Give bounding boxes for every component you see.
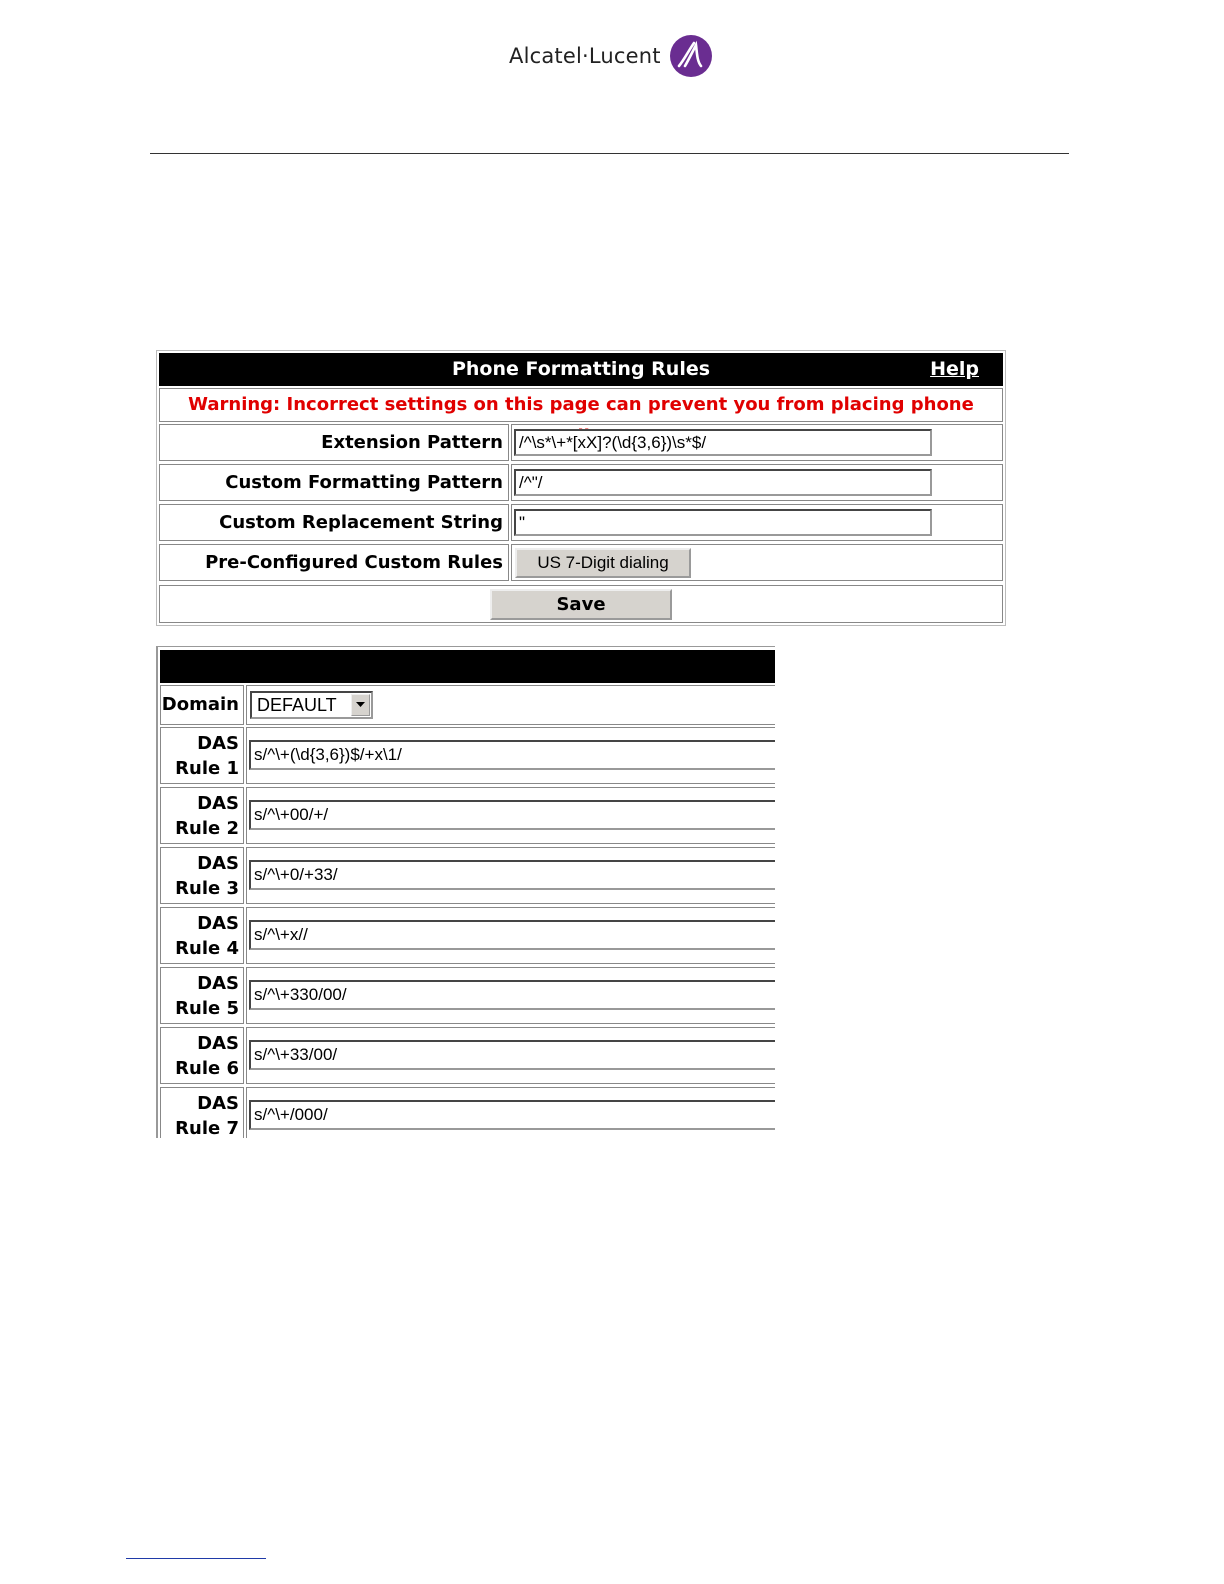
preconfigured-rules-row — [159, 544, 1003, 581]
custom-replacement-string-label: Custom Replacement String — [159, 504, 509, 541]
domain-label: Domain — [160, 685, 244, 725]
footnote-divider — [126, 1558, 266, 1559]
das-rule-7-input[interactable] — [249, 1100, 775, 1130]
custom-formatting-pattern-cell — [511, 464, 1003, 501]
das-rule-label-line2: Rule 5 — [175, 998, 239, 1019]
das-rule-5-input[interactable] — [249, 980, 775, 1010]
das-rule-label-line2: Rule 7 — [175, 1118, 239, 1138]
preconfigured-rules-cell — [511, 544, 1003, 581]
das-rule-4-input[interactable] — [249, 920, 775, 950]
das-rule-label-line2: Rule 3 — [175, 878, 239, 899]
das-rule-row — [160, 847, 775, 904]
das-rule-1-input[interactable] — [249, 740, 775, 770]
das-rule-label-line1: DAS — [197, 793, 239, 814]
das-rule-label — [160, 727, 244, 784]
custom-formatting-pattern-row — [159, 464, 1003, 501]
domain-row — [160, 685, 775, 725]
das-rule-label-line1: DAS — [197, 733, 239, 754]
das-rule-label-line1: DAS — [197, 913, 239, 934]
alcatel-lucent-logo — [509, 34, 712, 78]
domain-select[interactable] — [250, 691, 373, 719]
warning-message: Warning: Incorrect settings on this page can prevent you from placing phone — [159, 388, 1003, 422]
das-rule-label-line1: DAS — [197, 973, 239, 994]
das-rule-label — [160, 1027, 244, 1084]
extension-pattern-row — [159, 424, 1003, 461]
das-rule-cell — [246, 727, 775, 784]
das-rule-label — [160, 967, 244, 1024]
das-rule-label-line1: DAS — [197, 853, 239, 874]
preconfigured-rules-label: Pre-Configured Custom Rules — [159, 544, 509, 581]
das-rule-row — [160, 787, 775, 844]
das-rule-cell — [246, 787, 775, 844]
domain-cell — [246, 685, 775, 725]
panel-title: Phone Formatting Rules — [451, 358, 711, 380]
das-rule-label — [160, 1087, 244, 1138]
das-rule-3-input[interactable] — [249, 860, 775, 890]
das-rule-label-line1: DAS — [197, 1033, 239, 1054]
das-rules-panel — [156, 646, 775, 1138]
custom-formatting-pattern-label: Custom Formatting Pattern — [159, 464, 509, 501]
logo-text: Alcatel·Lucent — [509, 44, 661, 68]
das-rule-cell — [246, 1087, 775, 1138]
custom-replacement-string-row — [159, 504, 1003, 541]
das-rule-label-line2: Rule 6 — [175, 1058, 239, 1079]
das-rule-label — [160, 907, 244, 964]
das-rule-6-input[interactable] — [249, 1040, 775, 1070]
alcatel-lucent-logo-icon — [670, 35, 712, 77]
custom-formatting-pattern-input[interactable] — [514, 469, 932, 496]
das-rule-row — [160, 727, 775, 784]
das-rule-label — [160, 787, 244, 844]
das-rule-label-line2: Rule 1 — [175, 758, 239, 779]
panel-header — [159, 353, 1003, 386]
extension-pattern-cell — [511, 424, 1003, 461]
das-rule-row — [160, 967, 775, 1024]
header-divider — [150, 153, 1069, 154]
das-rule-label-line1: DAS — [197, 1093, 239, 1114]
extension-pattern-input[interactable] — [514, 429, 932, 456]
das-rule-cell — [246, 907, 775, 964]
dropdown-arrow-icon[interactable] — [351, 694, 370, 716]
das-rule-label — [160, 847, 244, 904]
das-rule-label-line2: Rule 2 — [175, 818, 239, 839]
domain-select-value: DEFAULT — [257, 695, 337, 715]
das-rule-cell — [246, 1027, 775, 1084]
das-rule-row — [160, 1027, 775, 1084]
das-rule-2-input[interactable] — [249, 800, 775, 830]
extension-pattern-label: Extension Pattern — [159, 424, 509, 461]
help-link[interactable]: Help — [930, 358, 979, 380]
das-rule-cell — [246, 847, 775, 904]
custom-replacement-string-input[interactable] — [514, 509, 932, 536]
das-rule-cell — [246, 967, 775, 1024]
das-rule-row — [160, 907, 775, 964]
save-button[interactable]: Save — [490, 589, 672, 620]
us-7-digit-dialing-button[interactable]: US 7-Digit dialing — [515, 548, 691, 578]
das-rule-row — [160, 1087, 775, 1138]
das-rule-label-line2: Rule 4 — [175, 938, 239, 959]
phone-formatting-rules-panel — [156, 350, 1006, 626]
save-row — [159, 585, 1003, 623]
das-panel-header — [160, 650, 775, 683]
custom-replacement-string-cell — [511, 504, 1003, 541]
